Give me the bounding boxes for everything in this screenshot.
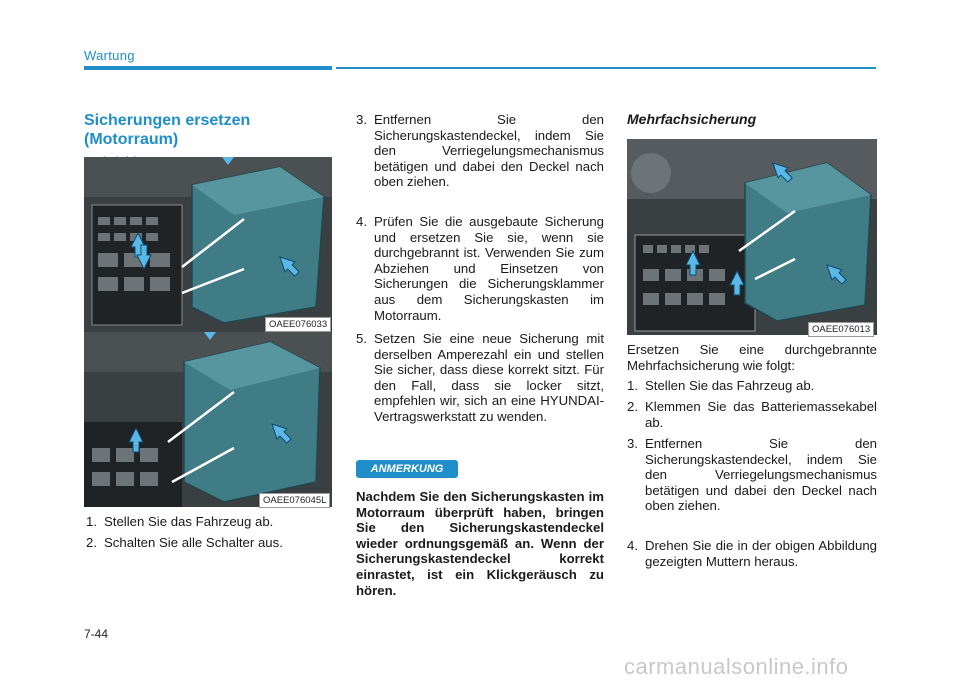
figure-flat-code: OAEE076033: [265, 317, 331, 332]
watermark: carmanualsonline.info: [624, 654, 849, 679]
list-item: 4. Prüfen Sie die ausgebaute Sicherung und ersetzen Sie sie, wenn sie durchgebrannt ist. Verwenden Sie zum Abziehen und Einsetzen von Sicherungen die Sicherungsklammer aus dem Sicherungskasten im Motorraum.: [356, 214, 604, 323]
header-rule-light: [336, 67, 876, 69]
figure-cartridge-code: OAEE076045L: [259, 493, 330, 508]
figure-cartridge-photo: [84, 332, 332, 507]
figure-multi-code: OAEE076013: [808, 322, 874, 337]
page-number: 7-44: [84, 627, 109, 641]
list-item: 1. Stellen Sie das Fahrzeug ab.: [627, 378, 815, 393]
figure-flat-photo: [84, 157, 332, 332]
list-item: 2. Klemmen Sie das Batteriemassekabel ab.: [627, 399, 877, 430]
page-title: Sicherungen ersetzen (Motorraum): [84, 112, 251, 148]
multi-heading: Mehrfachsicherung: [627, 111, 757, 127]
list-item: 2. Schalten Sie alle Schalter aus.: [86, 535, 283, 550]
list-item: 3. Entfernen Sie den Sicherungskastendeckel, indem Sie den Verriegelungsmechanismus betätigen und dabei den Deckel nach oben ziehen.: [356, 112, 604, 190]
header-rule-dark: [84, 66, 332, 70]
multi-intro: Ersetzen Sie eine durchgebrannte Mehrfachsicherung wie folgt:: [627, 342, 877, 373]
list-item: 5. Setzen Sie eine neue Sicherung mit derselben Amperezahl ein und stellen Sie sicher, dass diese korrekt sitzt. Für den Fall, dass sie locker sitzt, empfehlen wir, sich an eine HYUNDAI-Vertragswerkstatt zu wenden.: [356, 331, 604, 424]
section-label: Wartung: [84, 48, 135, 63]
list-item: 3. Entfernen Sie den Sicherungskastendeckel, indem Sie den Verriegelungsmechanismus betätigen und dabei den Deckel nach oben ziehen.: [627, 436, 877, 514]
list-item: 1. Stellen Sie das Fahrzeug ab.: [86, 514, 274, 529]
list-item: 4. Drehen Sie die in der obigen Abbildung gezeigten Muttern heraus.: [627, 538, 877, 569]
figure-multi-photo: [627, 139, 877, 335]
note-text: Nachdem Sie den Sicherungskasten im Motorraum überprüft haben, bringen Sie den Sicherungskastendeckel wieder ordnungsgemäß an. Wenn der Sicherungskastendeckel korrekt einrastet, ist ein Klickgeräusch zu hören.: [356, 489, 604, 598]
note-badge: ANMERKUNG: [356, 460, 458, 478]
